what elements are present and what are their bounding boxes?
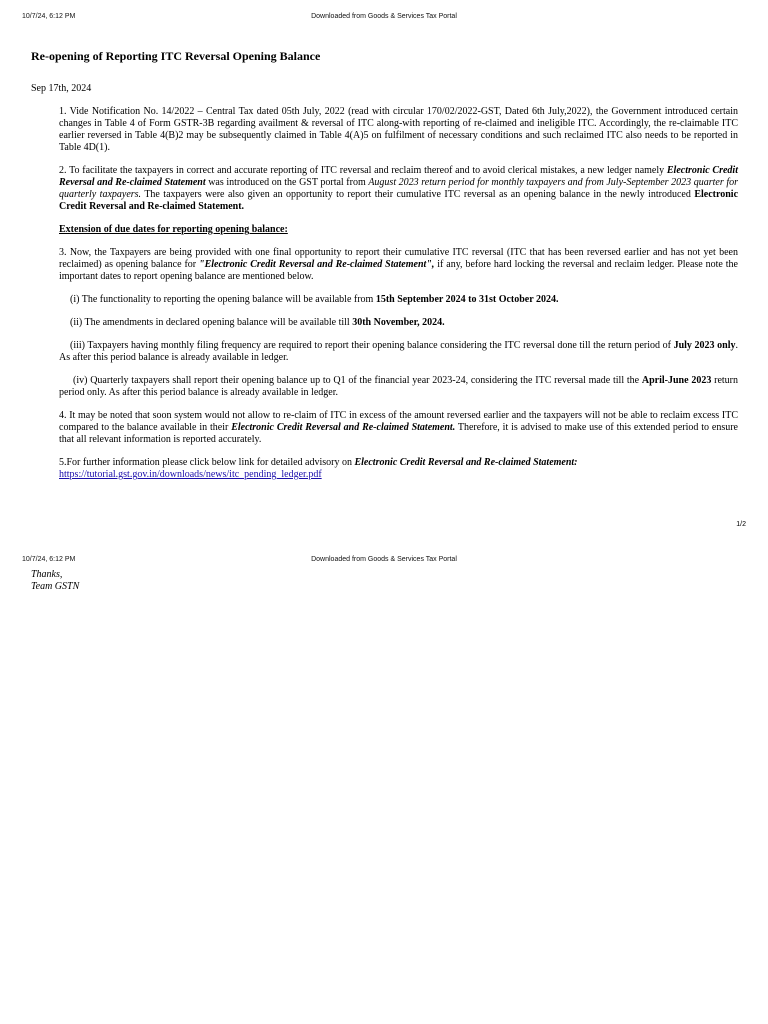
signoff-thanks: Thanks, [31, 569, 63, 580]
text-span: (i) The functionality to reporting the opening balance will be available from [70, 294, 376, 305]
signoff [31, 569, 79, 593]
page-number: 1/2 [736, 521, 746, 528]
ledger-name: Electronic Credit Reversal and Re-claimed Statement. [231, 422, 456, 433]
ledger-name: Electronic Credit Reversal and Re-claimed Statement. [59, 189, 739, 212]
text-span: 4. It may be noted that soon system would not allow to re-claim of ITC in excess of the amount reversed earlier and the taxpayers will not be able to reclaim excess ITC compared to the balance available in their [59, 410, 738, 433]
section-heading: Extension of due dates for reporting opening balance: [59, 224, 288, 235]
text-span: 3. Now, the Taxpayers are being provided with one final opportunity to report their cumulative ITC reversal (ITC that has been reversed earlier and has not yet been reclaimed) as opening balance for [59, 247, 738, 270]
publish-date: Sep 17th, 2024 [31, 83, 92, 94]
header-timestamp: 10/7/24, 6:12 PM [22, 13, 76, 20]
ledger-name: Electronic Credit Reversal and Re-claimed Statement [59, 165, 738, 188]
header-source: Downloaded from Goods & Services Tax Portal [311, 13, 457, 20]
header-source: Downloaded from Goods & Services Tax Portal [311, 556, 457, 563]
period-text: July 2023 only [673, 340, 736, 351]
signoff-team: Team GSTN [31, 581, 80, 592]
text-span: (ii) The amendments in declared opening balance will be available till [70, 317, 353, 328]
text-span: 5.For further information please click below link for detailed advisory on [59, 457, 355, 468]
paragraph-3 [59, 247, 738, 283]
header-timestamp: 10/7/24, 6:12 PM [22, 556, 76, 563]
text-span: (iii) Taxpayers having monthly filing frequency are required to report their opening balance considering the ITC reversal done till the return period of [70, 340, 674, 351]
text-span: Therefore, it is advised to make use of this extended period to ensure that all relevant information is reported accurately. [59, 422, 738, 445]
page-header-1 [22, 13, 746, 23]
text-span: . As after this period balance is already available in ledger. [59, 340, 738, 363]
advisory-body [59, 106, 738, 492]
ledger-name: Electronic Credit Reversal and Re-claimed Statement: [354, 457, 578, 468]
page-title: Re-opening of Reporting ITC Reversal Opening Balance [31, 49, 321, 63]
paragraph-5 [59, 457, 738, 481]
ledger-name: "Electronic Credit Reversal and Re-claimed Statement", [199, 259, 435, 270]
list-item-iv [59, 375, 738, 399]
text-span: 2. To facilitate the taxpayers in correct and accurate reporting of ITC reversal and reclaim thereof and to avoid clerical mistakes, a new ledger namely [59, 165, 667, 176]
period-text: August 2023 return period for monthly taxpayers and from July-September 2023 quarter for quarterly taxpayers. [59, 177, 738, 200]
text-span: The taxpayers were also given an opportunity to report their cumulative ITC reversal as an opening balance in the newly introduced [141, 189, 695, 200]
paragraph-2 [59, 165, 738, 213]
list-item-ii [59, 317, 738, 329]
advisory-link[interactable]: https://tutorial.gst.gov.in/downloads/news/itc_pending_ledger.pdf [59, 469, 322, 480]
paragraph-4 [59, 410, 738, 446]
period-text: April-June 2023 [641, 375, 712, 386]
text-span: if any, before hard locking the reversal and reclaim ledger. Please note the important dates to report opening balance are mentioned below. [59, 259, 738, 282]
date-range: 30th November, 2024. [352, 317, 445, 328]
text-span: (iv) Quarterly taxpayers shall report their opening balance up to Q1 of the financial year 2023-24, considering the ITC reversal made till the [73, 375, 642, 386]
text-span: return period only. As after this period balance is already available in ledger. [59, 375, 738, 398]
list-item-iii [59, 340, 738, 364]
page-header-2 [22, 556, 746, 566]
date-range: 15th September 2024 to 31st October 2024. [375, 294, 559, 305]
paragraph-1: 1. Vide Notification No. 14/2022 – Central Tax dated 05th July, 2022 (read with circular 170/02/2022-GST, Dated 6th July,2022), the Government introduced certain changes in Table 4 of Form GSTR-3B regarding availment & reversal of ITC along-with reporting of re-claimed and ineligible ITC. Accordingly, the re-claimable ITC earlier reversed in Table 4(B)2 may be subsequently claimed in Table 4(A)5 on fulfilment of necessary conditions and such reclaimed ITC also needs to be reported in Table 4D(1). [59, 106, 738, 153]
list-item-i [59, 294, 738, 306]
text-span: was introduced on the GST portal from [205, 177, 369, 188]
